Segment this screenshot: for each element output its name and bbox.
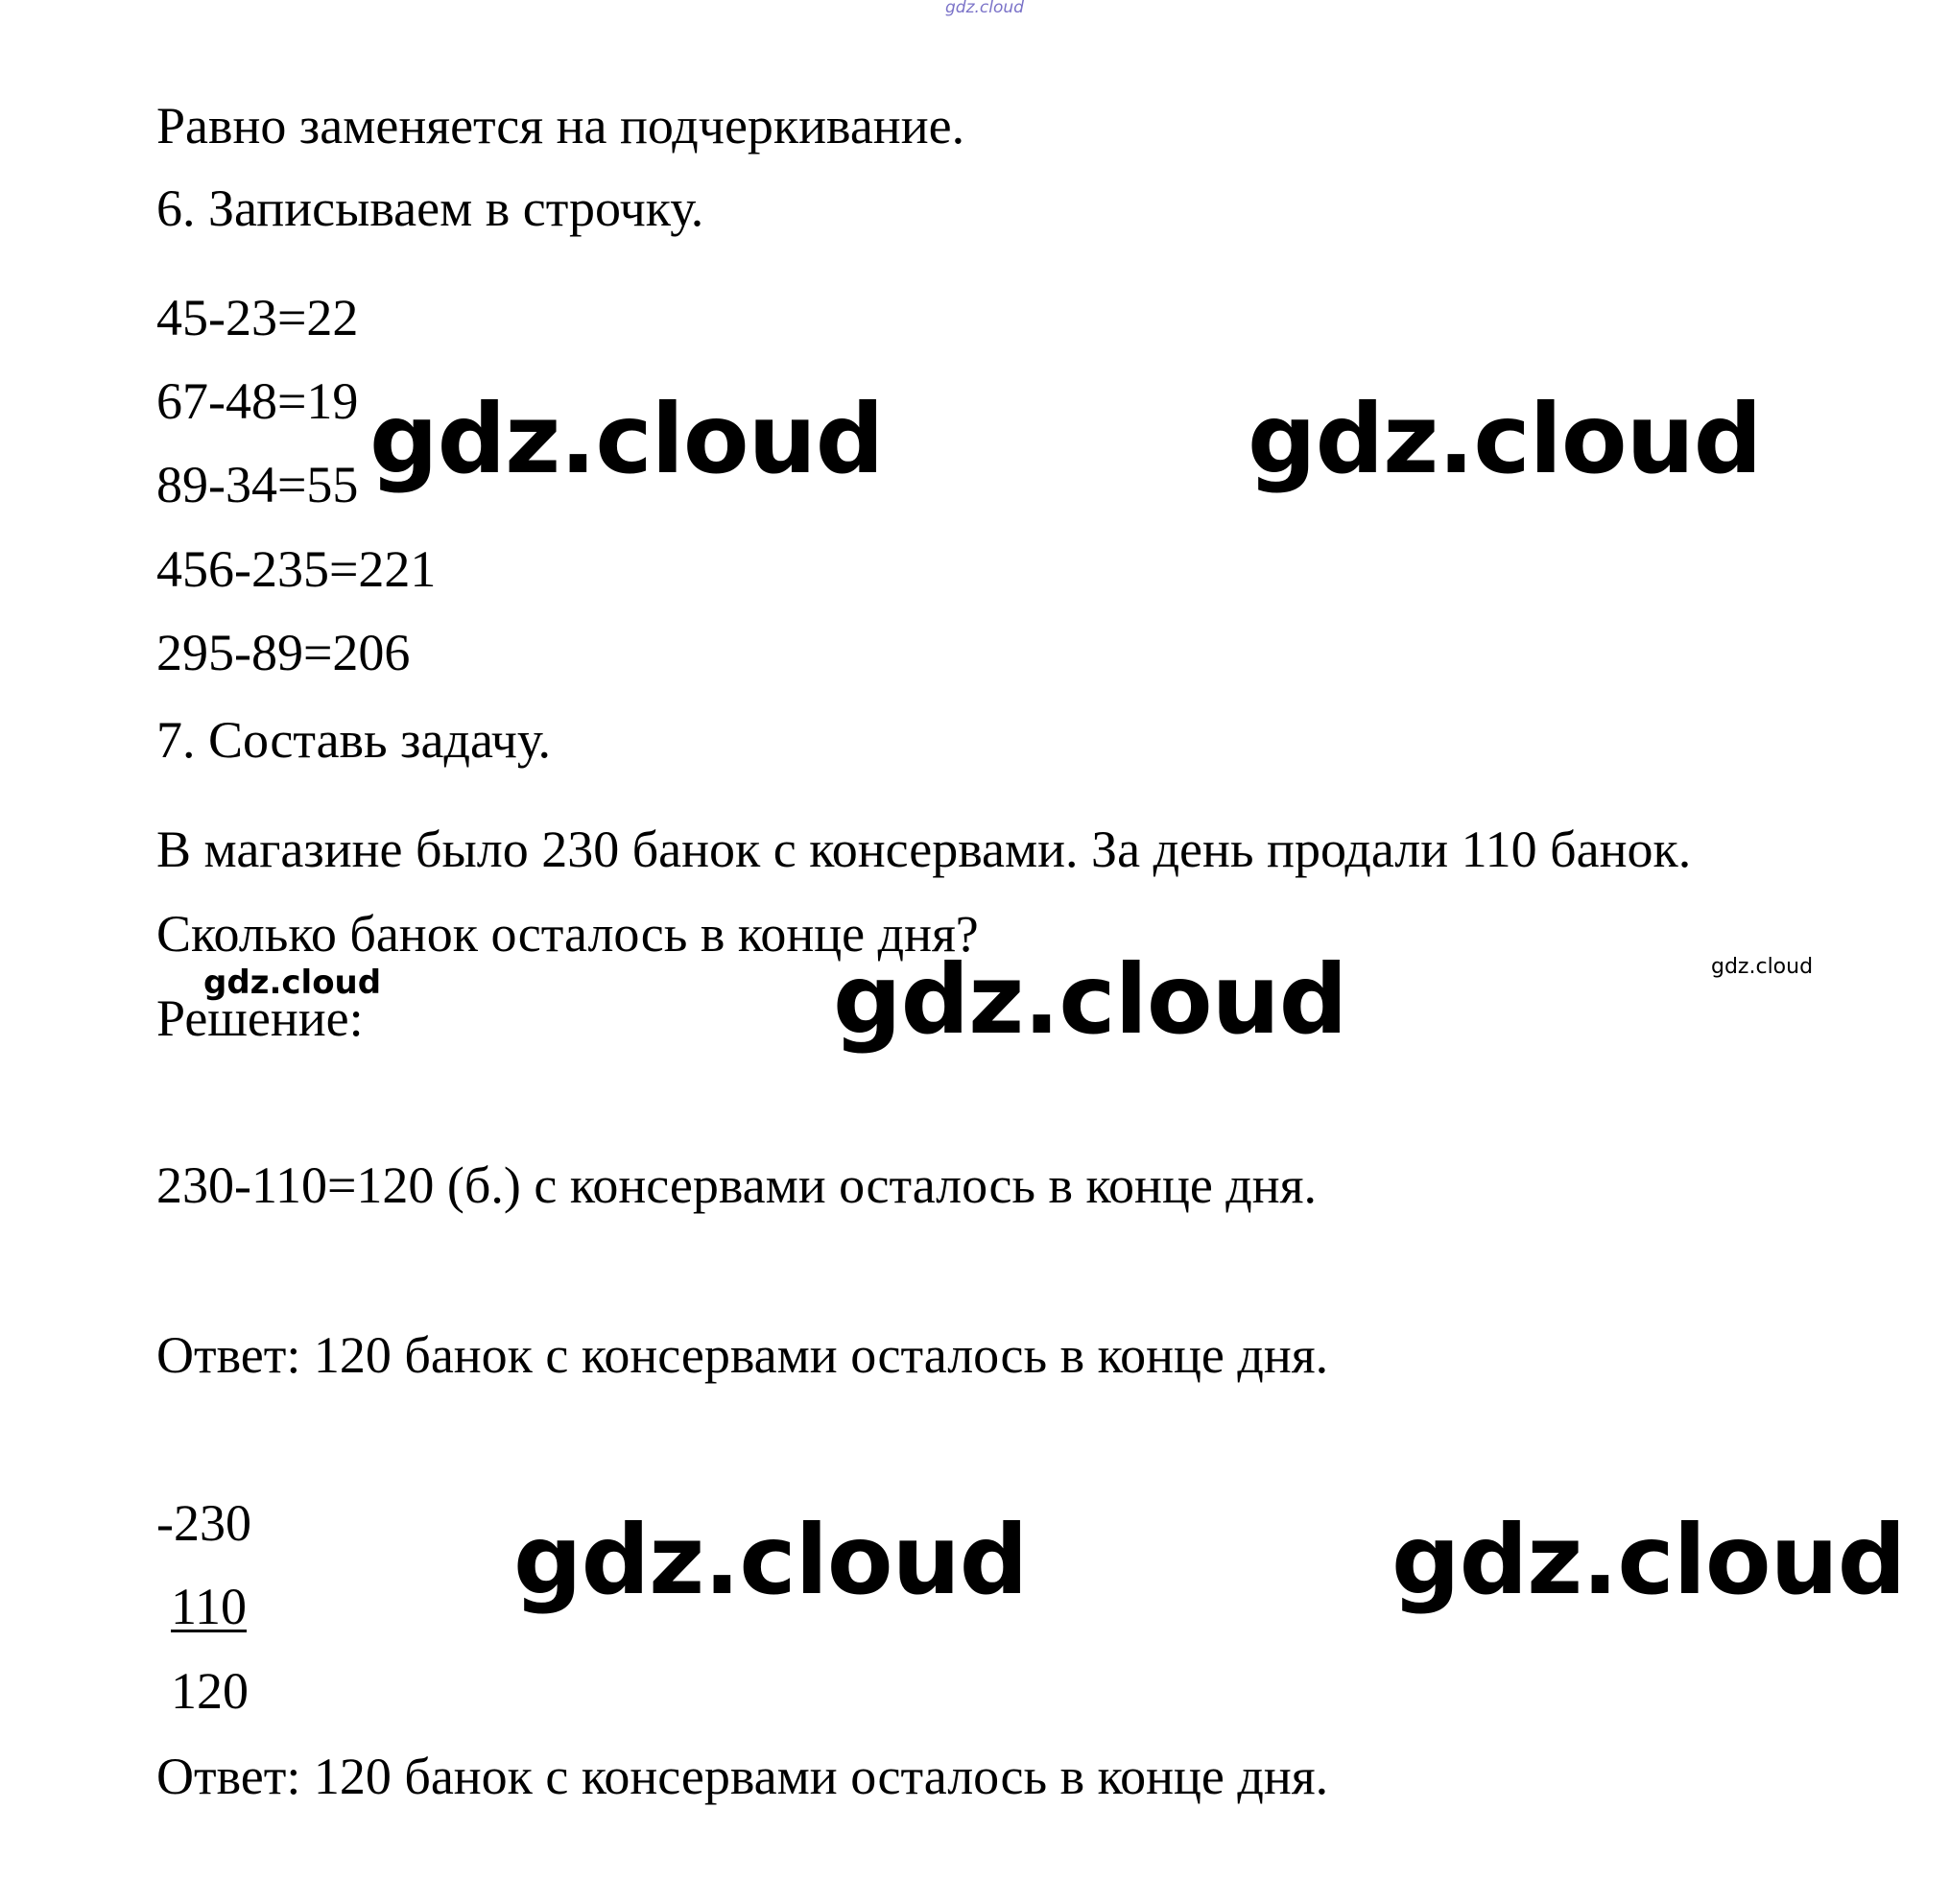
text-line: Равно заменяется на подчеркивание. (156, 97, 965, 155)
equation: 67-48=19 (156, 372, 359, 430)
problem-question: Сколько банок осталось в конце дня? (156, 905, 979, 963)
watermark: gdz.cloud (1391, 1504, 1906, 1616)
equation: 456-235=221 (156, 540, 437, 598)
watermark: gdz.cloud (513, 1504, 1028, 1616)
watermark: gdz.cloud (1248, 383, 1762, 495)
watermark: gdz.cloud (369, 383, 884, 495)
solution-label: Решение: (156, 989, 364, 1047)
equation: 295-89=206 (156, 624, 411, 681)
answer-text: Ответ: 120 банок с консервами осталось в конце дня. (156, 1748, 1329, 1805)
column-subtrahend: 110 (171, 1578, 247, 1635)
answer-text: Ответ: 120 банок с консервами осталось в конце дня. (156, 1326, 1329, 1384)
column-result: 120 (171, 1662, 249, 1720)
watermark: gdz.cloud (1711, 955, 1814, 979)
watermark-top: gdz.cloud (945, 0, 1024, 17)
task-heading: 6. Записываем в строчку. (156, 179, 704, 237)
column-minuend: -230 (156, 1494, 251, 1552)
solution-equation: 230-110=120 (б.) с консервами осталось в конце дня. (156, 1156, 1318, 1214)
watermark: gdz.cloud (203, 964, 382, 1002)
equation: 45-23=22 (156, 289, 359, 346)
task-heading: 7. Составь задачу. (156, 711, 552, 769)
equation: 89-34=55 (156, 456, 359, 513)
watermark: gdz.cloud (833, 943, 1347, 1056)
problem-text: В магазине было 230 банок с консервами. За день продали 110 банок. (156, 821, 1692, 878)
